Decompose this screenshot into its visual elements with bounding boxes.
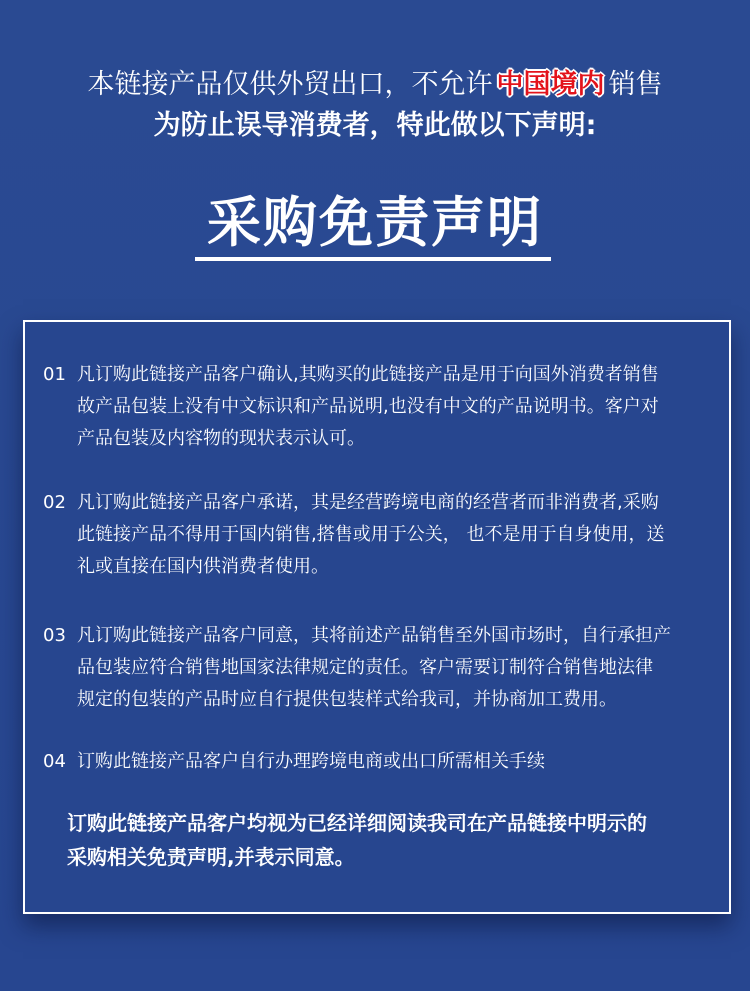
clause-number: 03 — [43, 625, 66, 646]
clause-line: 凡订购此链接产品客户承诺，其是经营跨境电商的经营者而非消费者,采购 — [77, 492, 659, 513]
clause-line: 礼或直接在国内供消费者使用。 — [77, 556, 329, 577]
clause-line: 凡订购此链接产品客户确认,其购买的此链接产品是用于向国外消费者销售 — [77, 364, 659, 385]
page-title: 采购免责声明 — [207, 191, 543, 254]
china-domestic-highlight: 中国境内 — [496, 69, 605, 100]
final-statement-line: 订购此链接产品客户均视为已经详细阅读我司在产品链接中明示的 — [67, 811, 647, 835]
final-statement — [67, 806, 707, 874]
final-statement-line: 采购相关免责声明,并表示同意。 — [67, 845, 355, 869]
export-only-notice — [0, 62, 750, 101]
clause-line: 此链接产品不得用于国内销售,搭售或用于公关， 也不是用于自身使用，送 — [77, 524, 665, 545]
clause-number: 02 — [43, 492, 66, 513]
clause-line: 产品包装及内容物的现状表示认可。 — [77, 428, 365, 449]
clause-line: 品包装应符合销售地国家法律规定的责任。客户需要订制符合销售地法律 — [77, 657, 653, 678]
notice-text-after: 销售 — [608, 69, 663, 100]
clause-line: 规定的包装的产品时应自行提供包装样式给我司，并协商加工费用。 — [77, 689, 617, 710]
clause-number: 01 — [43, 364, 66, 385]
clause-number: 04 — [43, 751, 66, 772]
clause-line: 订购此链接产品客户自行办理跨境电商或出口所需相关手续 — [77, 751, 545, 772]
disclaimer-box — [23, 320, 731, 914]
clause-line: 故产品包装上没有中文标识和产品说明,也没有中文的产品说明书。客户对 — [77, 396, 659, 417]
title-underline — [195, 257, 551, 261]
clause-line: 凡订购此链接产品客户同意，其将前述产品销售至外国市场时，自行承担产 — [77, 625, 671, 646]
declaration-intro: 为防止误导消费者，特此做以下声明: — [153, 110, 597, 141]
notice-text-before: 本链接产品仅供外贸出口，不允许 — [87, 69, 493, 100]
